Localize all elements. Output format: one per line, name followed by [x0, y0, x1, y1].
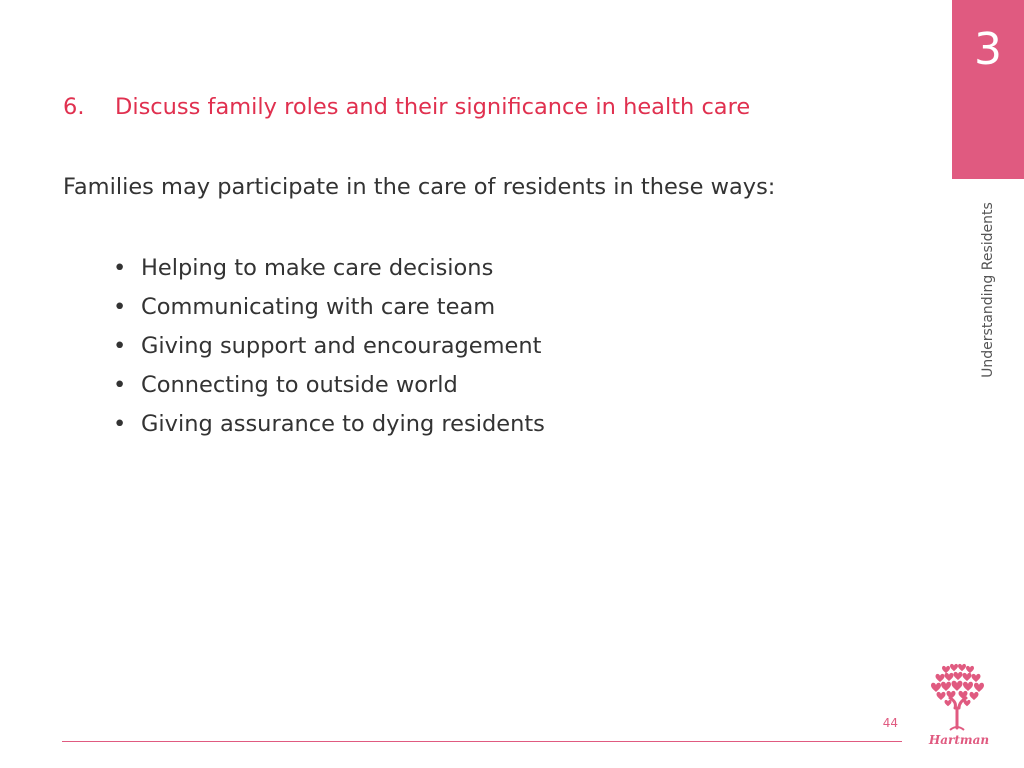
- bullet-text: Helping to make care decisions: [141, 255, 494, 281]
- list-item: [113, 366, 545, 405]
- intro-text: Families may participate in the care of residents in these ways:: [63, 174, 776, 200]
- bullet-text: Giving support and encouragement: [141, 333, 542, 359]
- page-number: 44: [882, 716, 898, 730]
- objective-number: 6.: [63, 94, 85, 120]
- bullet-text: Connecting to outside world: [141, 372, 458, 398]
- chapter-title: Understanding Residents: [980, 202, 996, 378]
- list-item: [113, 288, 545, 327]
- footer-divider: [62, 741, 902, 742]
- bullet-text: Communicating with care team: [141, 294, 496, 320]
- bullet-dot: •: [113, 333, 127, 359]
- objective-text: Discuss family roles and their significance in health care: [115, 94, 751, 120]
- list-item: [113, 405, 545, 444]
- bullet-list: [113, 249, 545, 444]
- list-item: [113, 327, 545, 366]
- bullet-text: Giving assurance to dying residents: [141, 411, 545, 437]
- brand-logo-text: Hartman: [928, 733, 990, 747]
- bullet-dot: •: [113, 255, 127, 281]
- bullet-dot: •: [113, 294, 127, 320]
- bullet-dot: •: [113, 372, 127, 398]
- chapter-number: 3: [974, 24, 1002, 75]
- objective-heading: [63, 91, 750, 123]
- bullet-dot: •: [113, 411, 127, 437]
- list-item: [113, 249, 545, 288]
- chapter-tab: [952, 0, 1024, 179]
